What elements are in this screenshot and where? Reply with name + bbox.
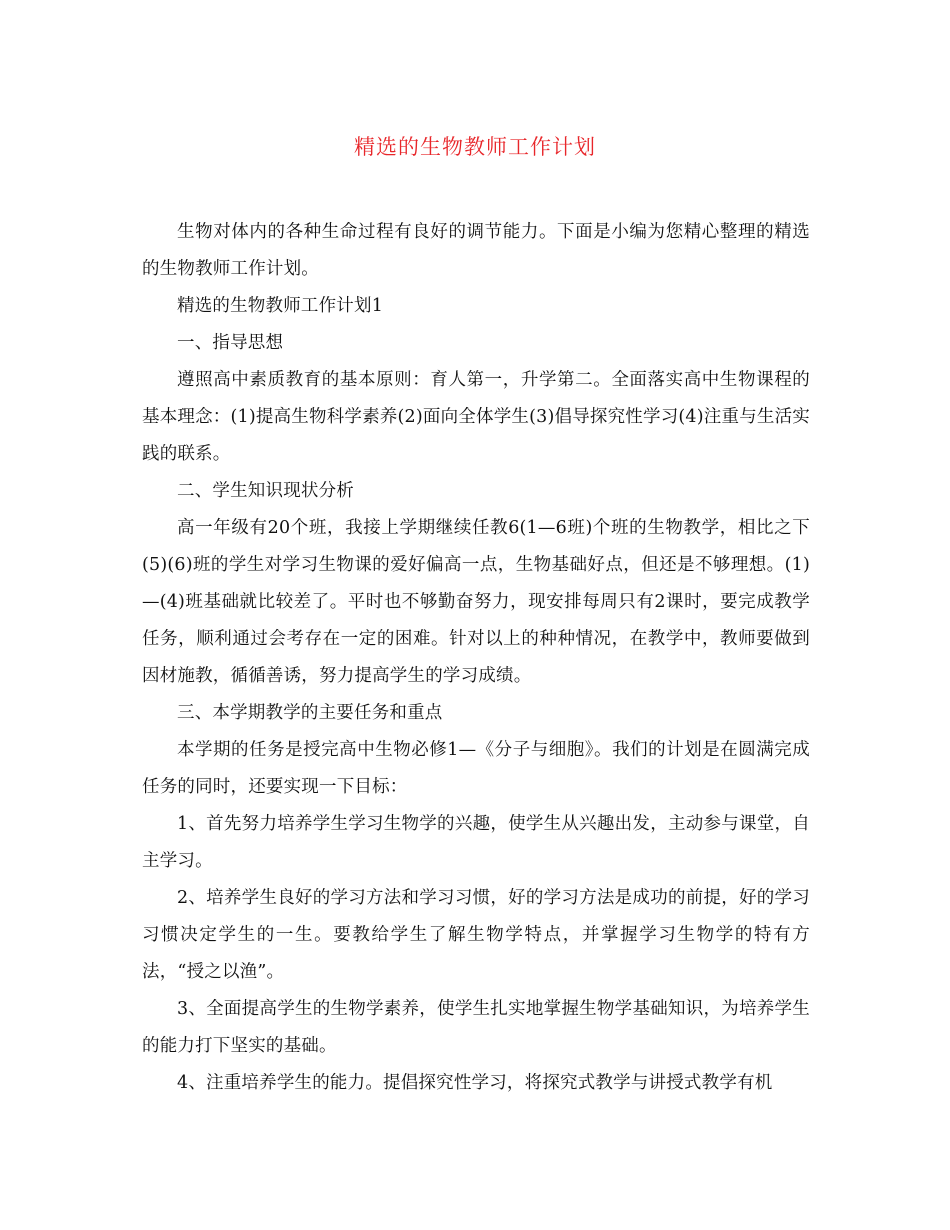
list-item-goal-3: 3、全面提高学生的生物学素养，使学生扎实地掌握生物学基础知识，为培养学生的能力打下坚实的基础。 xyxy=(142,999,810,1056)
section-heading-guiding-thought: 一、指导思想 xyxy=(177,333,284,353)
paragraph-intro: 生物对体内的各种生命过程有良好的调节能力。下面是小编为您精心整理的精选的生物教师工作计划。 xyxy=(142,222,810,279)
document-body xyxy=(142,214,810,1102)
paragraph-student-analysis: 高一年级有20个班，我接上学期继续任教6(1—6班)个班的生物教学，相比之下(5)(6)班的学生对学习生物课的爱好偏高一点，生物基础好点，但还是不够理想。(1)—(4)班基础就比较差了。平时也不够勤奋努力，现安排每周只有2课时，要完成教学任务，顺利通过会考存在一定的困难。针对以上的种种情况，在教学中，教师要做到因材施教，循循善诱，努力提高学生的学习成绩。 xyxy=(142,518,810,686)
paragraph-guiding-thought: 遵照高中素质教育的基本原则：育人第一，升学第二。全面落实高中生物课程的基本理念：(1)提高生物科学素养(2)面向全体学生(3)倡导探究性学习(4)注重与生活实践的联系。 xyxy=(142,370,810,464)
document-title: 精选的生物教师工作计划 xyxy=(354,135,596,159)
list-item-goal-2: 2、培养学生良好的学习方法和学习习惯，好的学习方法是成功的前提，好的学习习惯决定学生的一生。要教给学生了解生物学特点，并掌握学习生物学的特有方法，“授之以渔”。 xyxy=(142,888,810,982)
paragraph-main-tasks: 本学期的任务是授完高中生物必修1—《分子与细胞》。我们的计划是在圆满完成任务的同时，还要实现一下目标： xyxy=(142,740,810,797)
section-heading-plan-1: 精选的生物教师工作计划1 xyxy=(177,296,384,316)
section-heading-main-tasks: 三、本学期教学的主要任务和重点 xyxy=(177,703,443,723)
list-item-goal-4: 4、注重培养学生的能力。提倡探究性学习，将探究式教学与讲授式教学有机 xyxy=(177,1073,773,1093)
list-item-goal-1: 1、首先努力培养学生学习生物学的兴趣，使学生从兴趣出发，主动参与课堂，自主学习。 xyxy=(142,814,810,871)
section-heading-student-analysis: 二、学生知识现状分析 xyxy=(177,481,354,501)
